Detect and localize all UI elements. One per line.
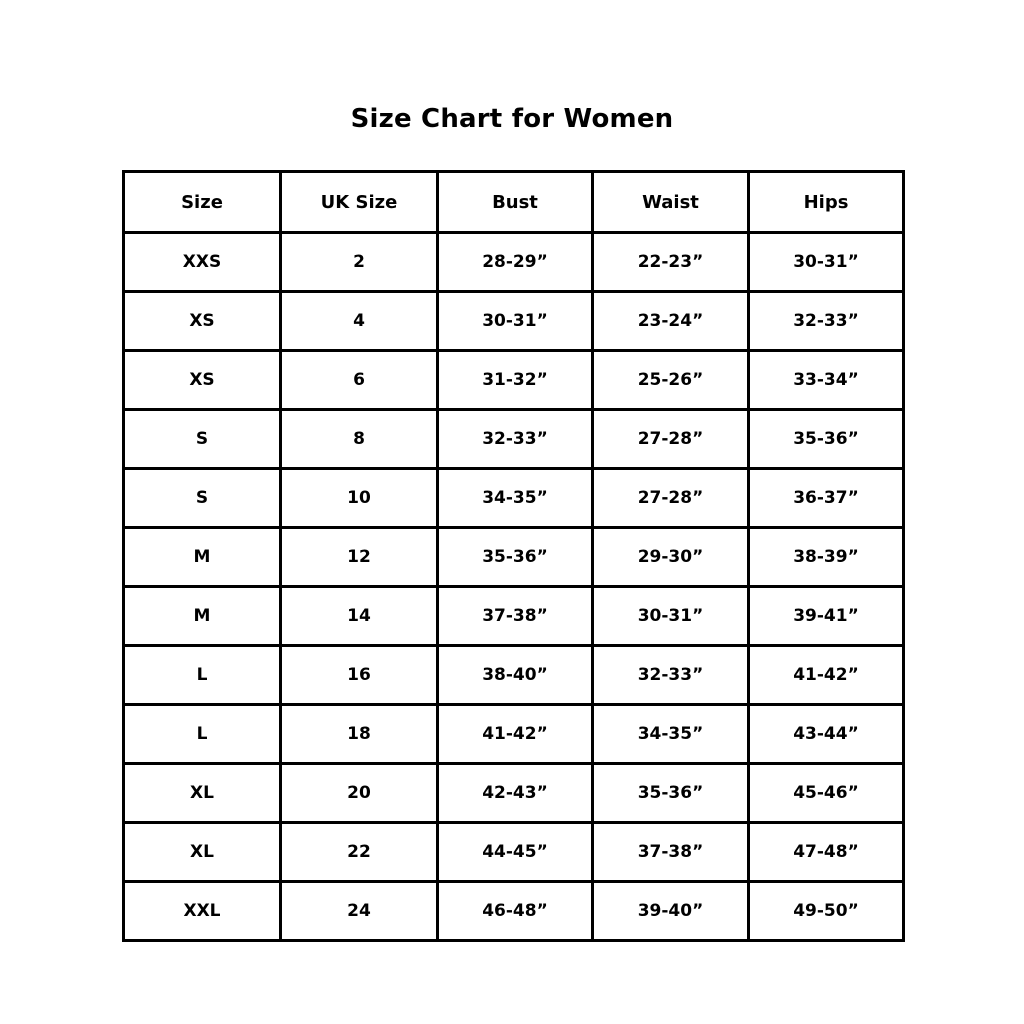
cell-bust: 38-40” bbox=[438, 646, 593, 705]
table-row bbox=[124, 469, 904, 528]
cell-uk-size: 24 bbox=[281, 882, 438, 941]
table-row bbox=[124, 587, 904, 646]
table-row bbox=[124, 705, 904, 764]
cell-bust: 37-38” bbox=[438, 587, 593, 646]
table-row bbox=[124, 823, 904, 882]
table-row bbox=[124, 646, 904, 705]
cell-waist: 32-33” bbox=[593, 646, 749, 705]
size-chart-table bbox=[122, 170, 905, 942]
column-header-bust: Bust bbox=[438, 172, 593, 233]
table-header bbox=[124, 172, 904, 233]
cell-waist: 30-31” bbox=[593, 587, 749, 646]
cell-waist: 29-30” bbox=[593, 528, 749, 587]
cell-bust: 34-35” bbox=[438, 469, 593, 528]
cell-size: XXS bbox=[124, 233, 281, 292]
cell-bust: 46-48” bbox=[438, 882, 593, 941]
cell-waist: 39-40” bbox=[593, 882, 749, 941]
table-row bbox=[124, 233, 904, 292]
cell-uk-size: 14 bbox=[281, 587, 438, 646]
table-row bbox=[124, 764, 904, 823]
cell-size: L bbox=[124, 646, 281, 705]
column-header-size: Size bbox=[124, 172, 281, 233]
cell-uk-size: 2 bbox=[281, 233, 438, 292]
cell-bust: 44-45” bbox=[438, 823, 593, 882]
cell-size: M bbox=[124, 587, 281, 646]
column-header-waist: Waist bbox=[593, 172, 749, 233]
table-body bbox=[124, 233, 904, 941]
cell-size: XXL bbox=[124, 882, 281, 941]
cell-hips: 30-31” bbox=[749, 233, 904, 292]
cell-hips: 38-39” bbox=[749, 528, 904, 587]
cell-uk-size: 10 bbox=[281, 469, 438, 528]
cell-uk-size: 8 bbox=[281, 410, 438, 469]
page-title: Size Chart for Women bbox=[350, 104, 674, 134]
cell-hips: 43-44” bbox=[749, 705, 904, 764]
cell-hips: 32-33” bbox=[749, 292, 904, 351]
cell-uk-size: 4 bbox=[281, 292, 438, 351]
table-row bbox=[124, 528, 904, 587]
cell-waist: 25-26” bbox=[593, 351, 749, 410]
table-header-row bbox=[124, 172, 904, 233]
cell-size: S bbox=[124, 469, 281, 528]
cell-hips: 35-36” bbox=[749, 410, 904, 469]
cell-hips: 39-41” bbox=[749, 587, 904, 646]
cell-waist: 34-35” bbox=[593, 705, 749, 764]
cell-uk-size: 20 bbox=[281, 764, 438, 823]
cell-size: XS bbox=[124, 292, 281, 351]
cell-uk-size: 18 bbox=[281, 705, 438, 764]
cell-waist: 27-28” bbox=[593, 410, 749, 469]
cell-size: S bbox=[124, 410, 281, 469]
cell-size: M bbox=[124, 528, 281, 587]
cell-uk-size: 16 bbox=[281, 646, 438, 705]
cell-waist: 23-24” bbox=[593, 292, 749, 351]
cell-waist: 22-23” bbox=[593, 233, 749, 292]
cell-hips: 45-46” bbox=[749, 764, 904, 823]
table-row bbox=[124, 410, 904, 469]
size-chart-table-wrapper bbox=[122, 170, 902, 942]
cell-size: XL bbox=[124, 823, 281, 882]
cell-hips: 33-34” bbox=[749, 351, 904, 410]
cell-waist: 35-36” bbox=[593, 764, 749, 823]
cell-bust: 32-33” bbox=[438, 410, 593, 469]
cell-size: XL bbox=[124, 764, 281, 823]
cell-bust: 30-31” bbox=[438, 292, 593, 351]
cell-uk-size: 6 bbox=[281, 351, 438, 410]
cell-hips: 47-48” bbox=[749, 823, 904, 882]
cell-hips: 36-37” bbox=[749, 469, 904, 528]
table-row bbox=[124, 292, 904, 351]
cell-bust: 28-29” bbox=[438, 233, 593, 292]
cell-bust: 35-36” bbox=[438, 528, 593, 587]
cell-waist: 27-28” bbox=[593, 469, 749, 528]
column-header-hips: Hips bbox=[749, 172, 904, 233]
cell-waist: 37-38” bbox=[593, 823, 749, 882]
cell-bust: 42-43” bbox=[438, 764, 593, 823]
cell-uk-size: 12 bbox=[281, 528, 438, 587]
table-row bbox=[124, 351, 904, 410]
table-row bbox=[124, 882, 904, 941]
cell-hips: 41-42” bbox=[749, 646, 904, 705]
cell-bust: 31-32” bbox=[438, 351, 593, 410]
cell-hips: 49-50” bbox=[749, 882, 904, 941]
cell-size: XS bbox=[124, 351, 281, 410]
cell-size: L bbox=[124, 705, 281, 764]
cell-uk-size: 22 bbox=[281, 823, 438, 882]
column-header-uk-size: UK Size bbox=[281, 172, 438, 233]
cell-bust: 41-42” bbox=[438, 705, 593, 764]
